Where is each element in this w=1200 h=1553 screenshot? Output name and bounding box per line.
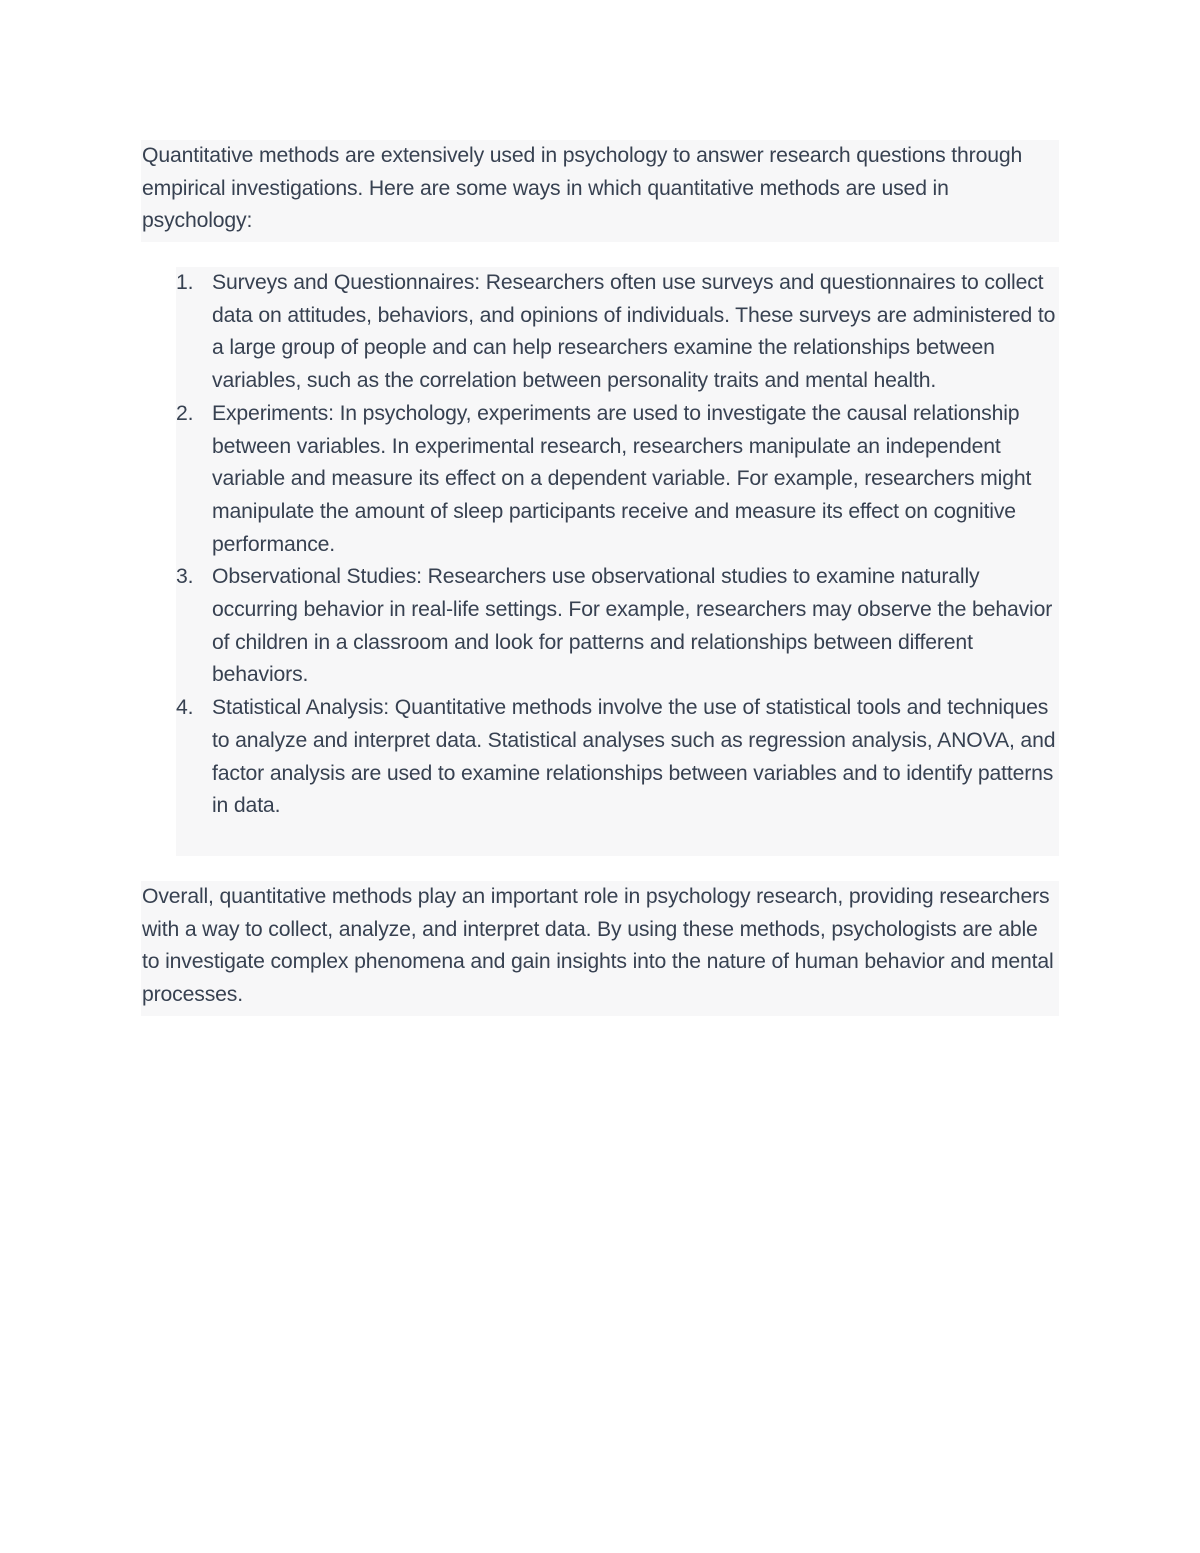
methods-list-block xyxy=(176,267,1059,856)
list-item-number: 1. xyxy=(176,271,194,294)
list-item-text: Experiments: In psychology, experiments are used to investigate the causal relationship between variables. In experimental research, researchers manipulate an independent variable and measure its effect on a dependent variable. For example, researchers might manipulate the amount of sleep participants receive and measure its effect on cognitive performance. xyxy=(212,401,1032,556)
list-item-text: Observational Studies: Researchers use observational studies to examine naturally occurring behavior in real-life settings. For example, researchers may observe the behavior of children in a classroom and look for patterns and relationships between different behaviors. xyxy=(212,565,1053,687)
methods-list xyxy=(176,267,1059,823)
list-item xyxy=(176,398,1059,562)
list-item xyxy=(176,561,1059,692)
list-item xyxy=(176,692,1059,823)
list-item-number: 3. xyxy=(176,565,194,589)
list-item-text: Surveys and Questionnaires: Researchers often use surveys and questionnaires to collect data on attitudes, behaviors, and opinions of individuals. These surveys are administered to a large group of people and can help researchers examine the relationships between variables, such as the correlation between personality traits and mental health. xyxy=(212,271,1056,393)
intro-block xyxy=(141,140,1059,242)
list-item-text: Statistical Analysis: Quantitative methods involve the use of statistical tools and techniques to analyze and interpret data. Statistical analyses such as regression analysis, ANOVA, and factor analysis are used to examine relationships between variables and to identify patterns in data. xyxy=(212,696,1056,818)
list-item xyxy=(176,267,1059,398)
conclusion-block xyxy=(141,881,1059,1016)
intro-paragraph: Quantitative methods are extensively used in psychology to answer research questions through empirical investigations. Here are some ways in which quantitative methods are used in psychology: xyxy=(142,144,1023,233)
list-item-number: 2. xyxy=(176,401,194,425)
list-item-number: 4. xyxy=(176,696,194,720)
conclusion-paragraph: Overall, quantitative methods play an important role in psychology research, providing researchers with a way to collect, analyze, and interpret data. By using these methods, psychologists are able to investigate complex phenomena and gain insights into the nature of human behavior and mental processes. xyxy=(142,885,1054,1007)
